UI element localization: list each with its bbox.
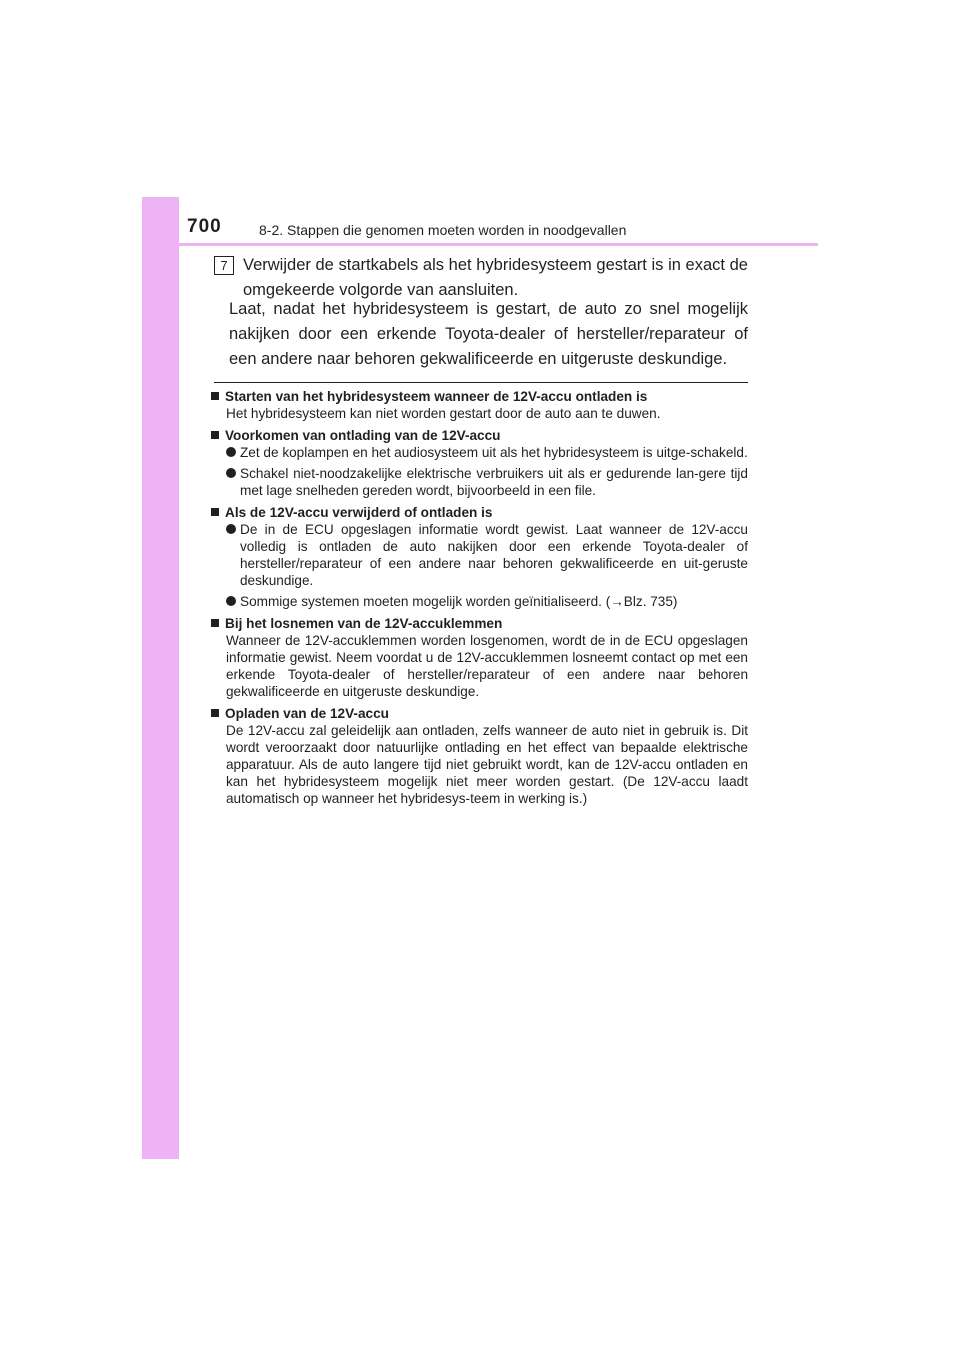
step-row [214, 253, 748, 303]
note-heading [211, 427, 748, 444]
notes-section [211, 388, 748, 812]
note-block [211, 388, 748, 422]
chapter-side-band [142, 197, 179, 1159]
note-heading-text: Opladen van de 12V-accu [225, 706, 389, 721]
note-body: Wanneer de 12V-accuklemmen worden losgenomen, wordt de in de ECU opgeslagen informatie gewist. Neem voordat u de 12V-accuklemmen losneemt contact op met een erkende Toyota-dealer of hersteller/reparateur of een andere naar behoren gekwalificeerde en uitgeruste deskundige. [226, 633, 748, 699]
round-bullet-icon [226, 596, 236, 606]
note-heading [211, 388, 748, 405]
list-item [226, 465, 748, 499]
round-bullet-icon [226, 524, 236, 534]
note-heading [211, 615, 748, 632]
note-heading [211, 504, 748, 521]
square-bullet-icon [211, 508, 219, 516]
note-block [211, 427, 748, 499]
note-heading-text: Voorkomen van ontlading van de 12V-accu [225, 428, 501, 443]
round-bullet-icon [226, 468, 236, 478]
square-bullet-icon [211, 431, 219, 439]
section-title: 8-2. Stappen die genomen moeten worden in noodgevallen [259, 222, 627, 238]
page-reference-link[interactable]: Sommige systemen moeten mogelijk worden geïnitialiseerd. (→Blz. 735) [240, 594, 678, 609]
list-item [226, 521, 748, 589]
list-item [226, 593, 748, 610]
note-block [211, 615, 748, 700]
step-number: 7 [214, 256, 234, 275]
section-divider [214, 382, 748, 383]
page-number: 700 [187, 216, 222, 237]
note-heading-text: Starten van het hybridesysteem wanneer de 12V-accu ontladen is [225, 389, 648, 404]
list-item-text: Schakel niet-noodzakelijke elektrische verbruikers uit als er gedurende lan-gere tijd met lage snelheden gereden wordt, bijvoorbeeld in een file. [240, 466, 748, 498]
round-bullet-icon [226, 447, 236, 457]
list-item [226, 444, 748, 461]
list-item-text: De in de ECU opgeslagen informatie wordt gewist. Laat wanneer de 12V-accu volledig is ontladen de auto nakijken door een erkende Toyota-dealer of hersteller/reparateur of een andere naar behoren gekwalificeerde en uit-geruste deskundige. [240, 522, 748, 588]
note-heading-text: Als de 12V-accu verwijderd of ontladen is [225, 505, 493, 520]
note-heading-text: Bij het losnemen van de 12V-accuklemmen [225, 616, 503, 631]
note-body: Het hybridesysteem kan niet worden gestart door de auto aan te duwen. [226, 406, 661, 421]
header-rule [179, 243, 818, 246]
note-heading [211, 705, 748, 722]
step-note: Laat, nadat het hybridesysteem is gestart, de auto zo snel mogelijk nakijken door een erkende Toyota-dealer of hersteller/reparateur of een andere naar behoren gekwalificeerde en uitgeruste deskundige. [229, 300, 748, 368]
list-item-text: Zet de koplampen en het audiosysteem uit als het hybridesysteem is uitge-schakeld. [240, 445, 748, 460]
note-block [211, 705, 748, 807]
step-text: Verwijder de startkabels als het hybridesysteem gestart is in exact de omgekeerde volgorde van aansluiten. [243, 256, 748, 299]
square-bullet-icon [211, 392, 219, 400]
note-block [211, 504, 748, 610]
note-body: De 12V-accu zal geleidelijk aan ontladen, zelfs wanneer de auto niet in gebruik is. Dit wordt veroorzaakt door natuurlijke ontlading en het effect van bepaalde elektrische apparatuur. Als de auto langere tijd niet gebruikt wordt, kan de 12V-accu ontladen en kan het hybridesysteem mogelijk niet meer worden gestart. (De 12V-accu laadt automatisch op wanneer het hybridesys-teem in werking is.) [226, 723, 748, 806]
square-bullet-icon [211, 709, 219, 717]
square-bullet-icon [211, 619, 219, 627]
